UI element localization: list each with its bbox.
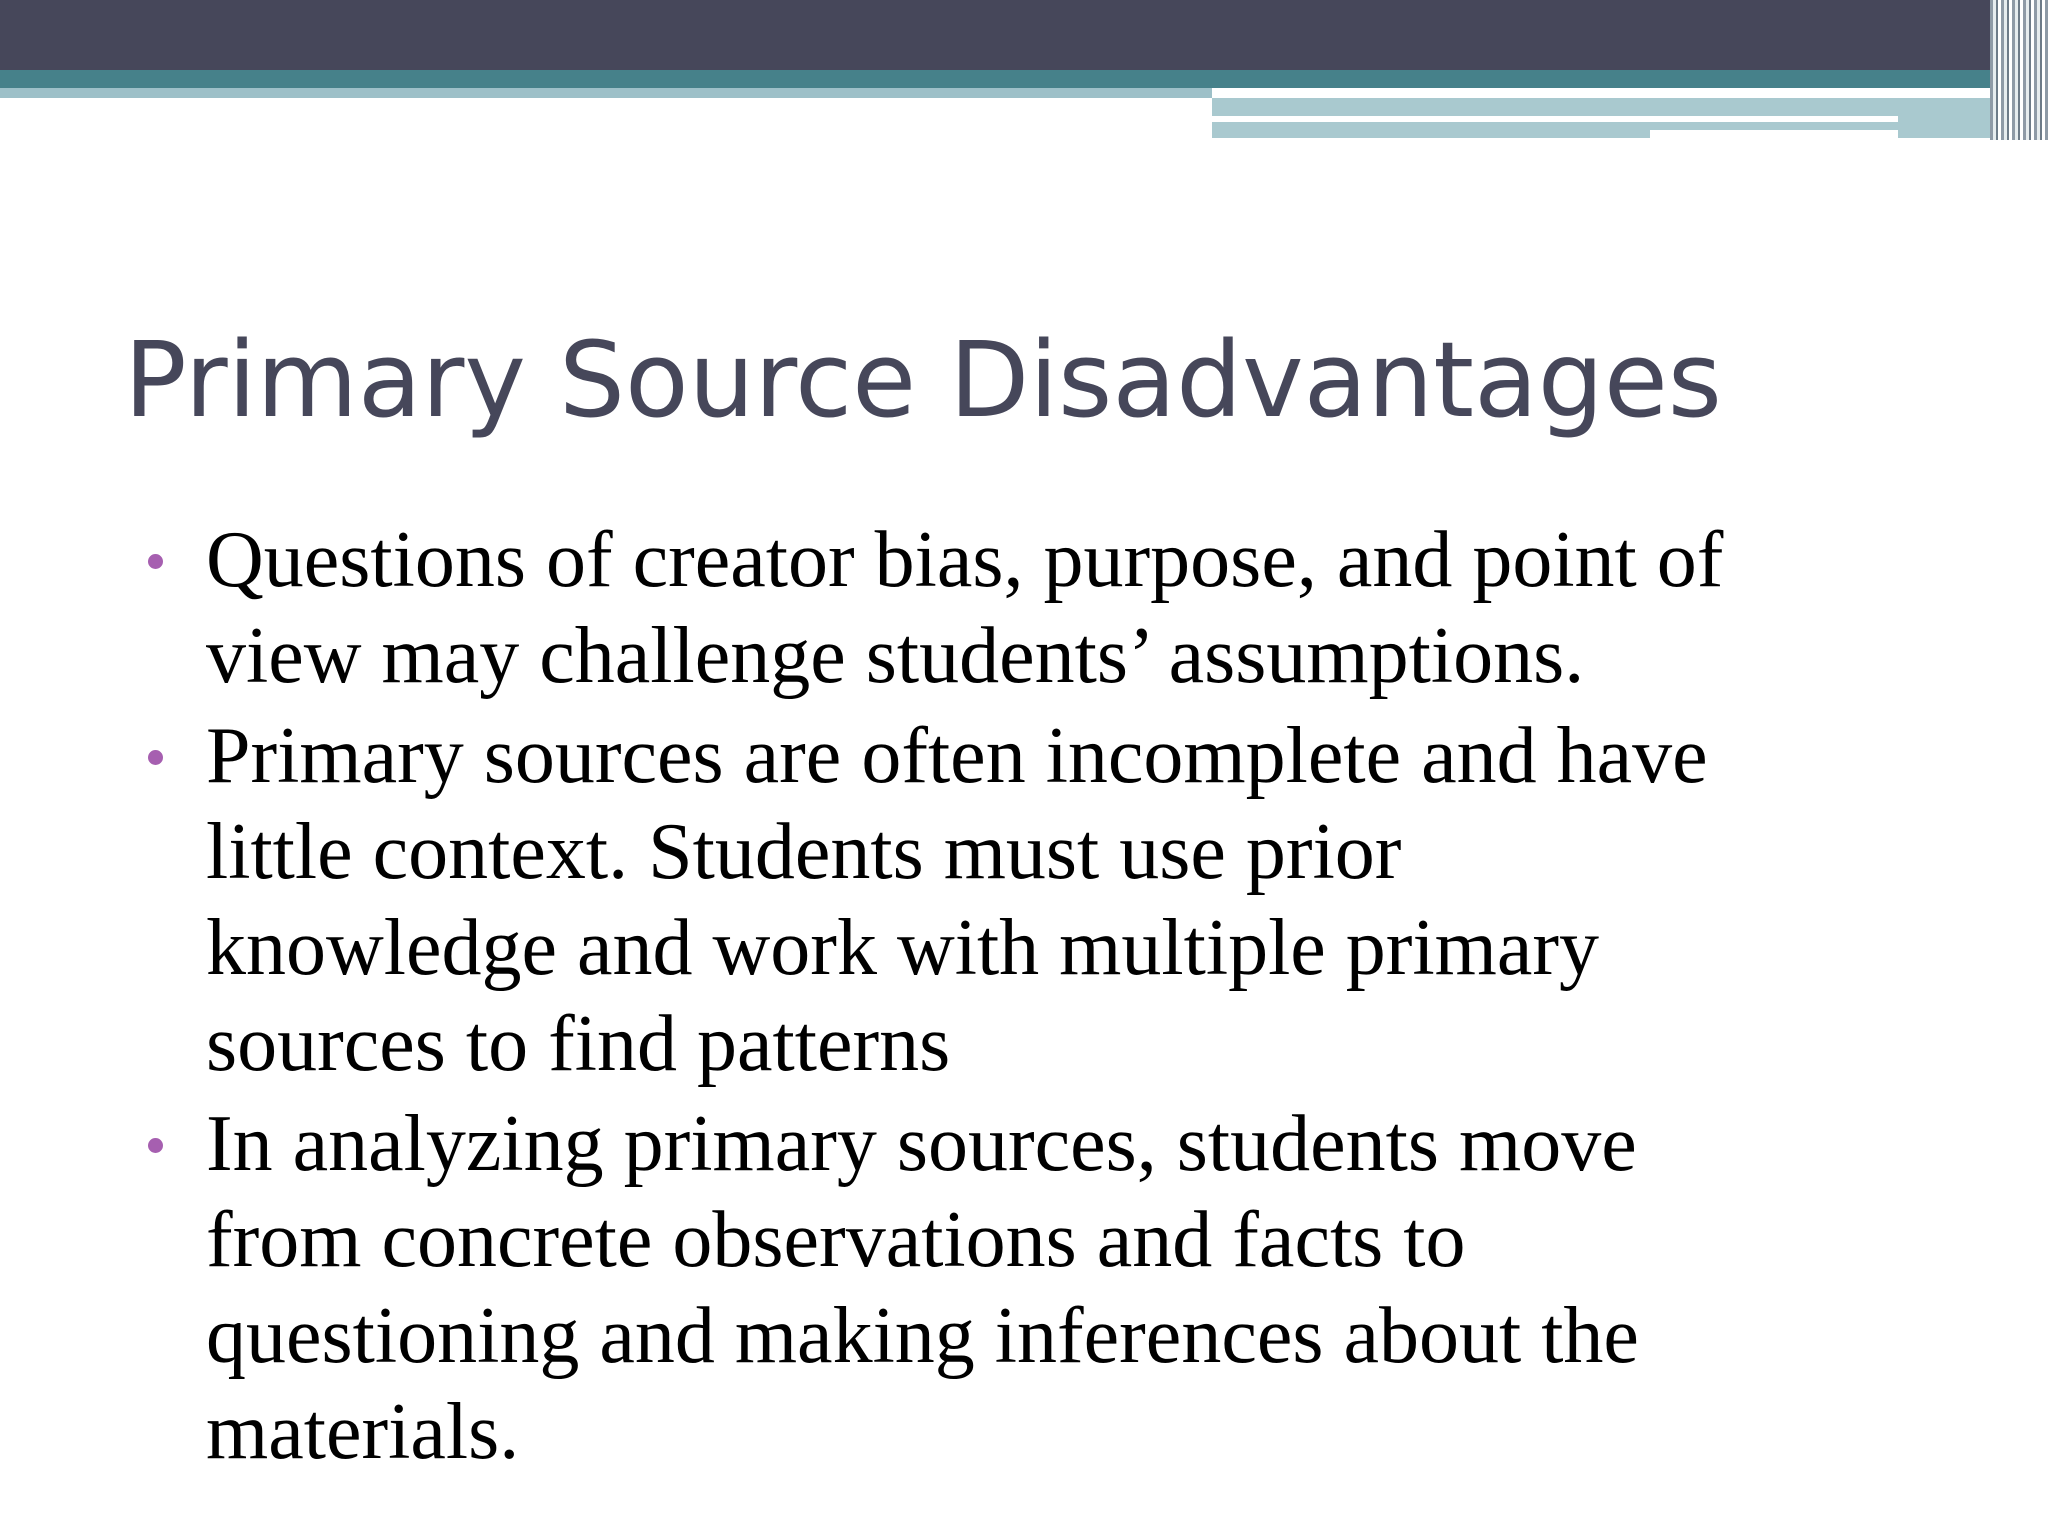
header-band-light-right-line: [1212, 116, 1898, 122]
slide-title: Primary Source Disadvantages: [124, 319, 1722, 441]
header-stripes-decoration: [1990, 0, 2048, 140]
bullet-line: materials.: [206, 1388, 520, 1476]
bullet-line: little context. Students must use prior: [206, 808, 1402, 896]
bullet-list: [148, 512, 1948, 1484]
bullet-line: view may challenge students’ assumptions.: [206, 612, 1585, 700]
bullet-line: questioning and making inferences about the: [206, 1292, 1639, 1380]
bullet-item: [148, 1096, 1948, 1480]
header-band-light: [0, 88, 1212, 98]
bullet-dot-icon: [148, 554, 163, 569]
bullet-line: sources to find patterns: [206, 1000, 951, 1088]
bullet-dot-icon: [148, 1138, 163, 1153]
bullet-line: knowledge and work with multiple primary: [206, 904, 1600, 992]
bullet-line: In analyzing primary sources, students move: [206, 1100, 1637, 1188]
bullet-line: from concrete observations and facts to: [206, 1196, 1466, 1284]
bullet-line: Questions of creator bias, purpose, and point of: [206, 516, 1724, 604]
header-band-light-right-line-low: [1650, 130, 1898, 138]
header-band-dark: [0, 0, 2048, 70]
bullet-dot-icon: [148, 750, 163, 765]
bullet-item: [148, 512, 1948, 704]
bullet-item: [148, 708, 1948, 1092]
bullet-line: Primary sources are often incomplete and have: [206, 712, 1708, 800]
header-band-teal: [0, 70, 2048, 88]
